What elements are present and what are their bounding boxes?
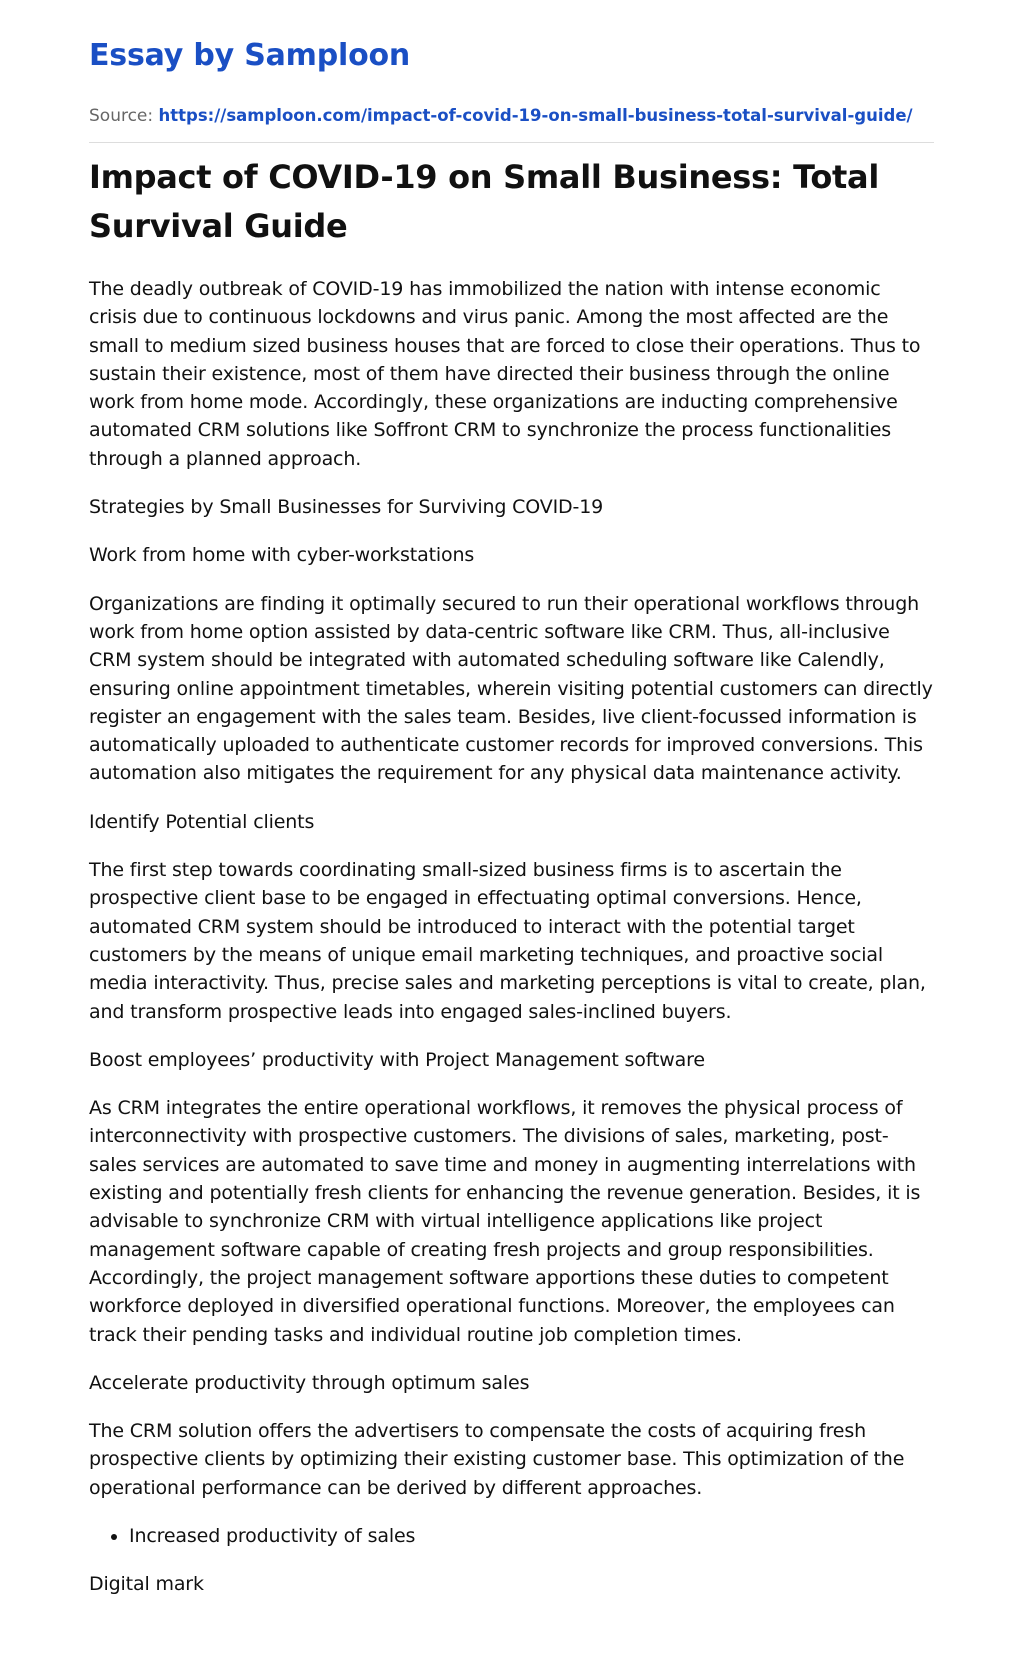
subheading-work-from-home: Work from home with cyber-workstations: [89, 544, 475, 567]
paragraph-accelerate-sales: The CRM solution offers the advertisers to compensate the costs of acquiring fresh prospective clients by optimizing their existing customer base. This optimization of the operational performance can be derived by different approaches.: [89, 1420, 905, 1499]
article-body: [89, 275, 934, 1599]
subheading-identify-clients: Identify Potential clients: [89, 810, 315, 833]
subheading-accelerate-sales: Accelerate productivity through optimum sales: [89, 1371, 530, 1394]
list-item: • Increased productivity of sales: [129, 1522, 934, 1550]
subheading-digital-mark: Digital mark: [89, 1573, 204, 1596]
paragraph-intro: The deadly outbreak of COVID-19 has immobilized the nation with intense economic crisis due to continuous lockdowns and virus panic. Among the most affected are the small to medium sized business houses that are forced to close their operations. Thus to sustain their existence, most of them have directed their business through the online work from home mode. Accordingly, these organizations are inducting comprehensive automated CRM solutions like Soffront CRM to synchronize the process functionalities through a planned approach.: [89, 278, 921, 470]
brand-title[interactable]: Essay by Samploon: [89, 38, 411, 73]
article-title: Impact of COVID-19 on Small Business: Total Survival Guide: [89, 158, 880, 245]
source-line: [89, 104, 934, 128]
subheading-boost-productivity: Boost employees’ productivity with Project Management software: [89, 1048, 705, 1071]
source-link[interactable]: https://samploon.com/impact-of-covid-19-on-small-business-total-survival-guide/: [158, 106, 913, 125]
bullet-list: [89, 1522, 934, 1550]
subheading-strategies: Strategies by Small Businesses for Surviving COVID-19: [89, 496, 604, 519]
source-label: Source:: [89, 106, 154, 126]
paragraph-identify-clients: The first step towards coordinating small-sized business firms is to ascertain the prospective client base to be engaged in effectuating optimal conversions. Hence, automated CRM system should be introduced to interact with the potential target customers by the means of unique email marketing techniques, and proactive social media interactivity. Thus, precise sales and marketing perceptions is vital to create, plan, and transform prospective leads into engaged sales-inclined buyers.: [89, 859, 926, 1023]
paragraph-boost-productivity: As CRM integrates the entire operational workflows, it removes the physical process of interconnectivity with prospective customers. The divisions of sales, marketing, post-sales services are automated to save time and money in augmenting interrelations with existing and potentially fresh clients for enhancing the revenue generation. Besides, it is advisable to synchronize CRM with virtual intelligence applications like project management software capable of creating fresh projects and group responsibilities. Accordingly, the project management software apportions these duties to competent workforce deployed in diversified operational functions. Moreover, the employees can track their pending tasks and individual routine job completion times.: [89, 1097, 921, 1346]
paragraph-work-from-home: Organizations are finding it optimally secured to run their operational workflows through work from home option assisted by data-centric software like CRM. Thus, all-inclusive CRM system should be integrated with automated scheduling software like Calendly, ensuring online appointment timetables, wherein visiting potential customers can directly register an engagement with the sales team. Besides, live client-focussed information is automatically uploaded to authenticate customer records for improved conversions. This automation also mitigates the requirement for any physical data maintenance activity.: [89, 592, 933, 785]
header-divider: [89, 142, 934, 143]
